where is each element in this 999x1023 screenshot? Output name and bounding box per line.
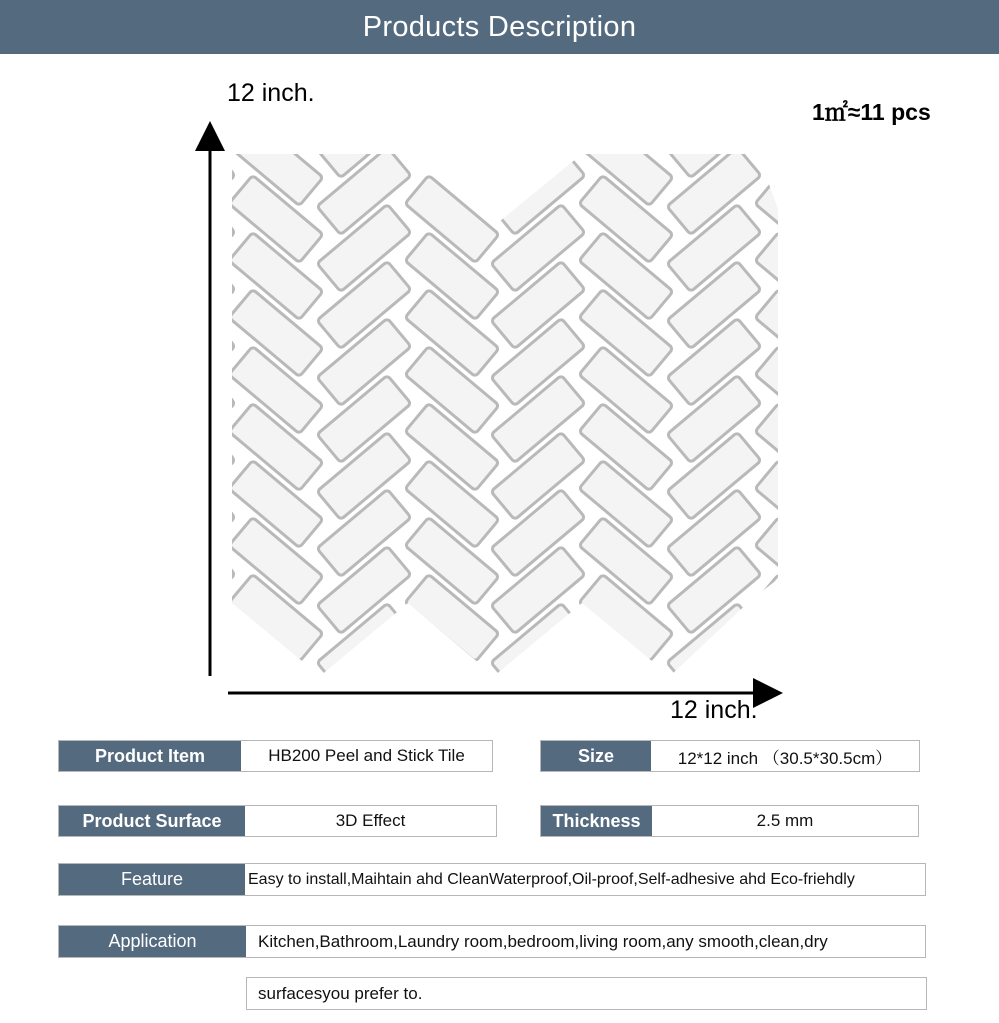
tile-24: [317, 54, 411, 64]
spec-key-product-item: Product Item: [59, 741, 241, 771]
tile-2: [141, 90, 235, 177]
tile-7: [141, 375, 235, 462]
tile-48: [491, 54, 585, 64]
spec-key-size: Size: [541, 741, 651, 771]
spec-value-application-continued: surfacesyou prefer to.: [246, 977, 927, 1010]
tile-diagram-svg: [0, 54, 999, 734]
spec-value-feature: Easy to install,Maihtain ahd CleanWaterproof,Oil-proof,Self-adhesive ahd Eco-friehdly: [245, 864, 925, 895]
spec-row-product-item: [58, 740, 493, 772]
herringbone-tile-pattern: [141, 54, 849, 719]
spec-value-thickness: 2.5 mm: [652, 806, 918, 836]
spec-value-application: Kitchen,Bathroom,Laundry room,bedroom,living room,any smooth,clean,dry: [246, 926, 925, 957]
spec-value-product-surface: 3D Effect: [245, 806, 496, 836]
tile-25: [317, 54, 411, 121]
tile-94: [755, 574, 849, 661]
tile-0: [141, 54, 235, 64]
spec-value-size: 12*12 inch （30.5*30.5cm）: [651, 741, 919, 771]
spec-row-feature: [58, 863, 926, 896]
tile-61: [579, 61, 673, 148]
tile-9: [141, 489, 235, 576]
width-dimension-label: 12 inch.: [670, 696, 758, 724]
spec-key-feature: Feature: [59, 864, 245, 895]
tile-4: [141, 204, 235, 291]
coverage-label: 1㎡≈11 pcs: [812, 99, 931, 125]
tile-73: [667, 54, 761, 121]
height-dimension-label: 12 inch.: [227, 79, 315, 107]
spec-key-application: Application: [59, 926, 246, 957]
tile-3: [141, 147, 235, 234]
page-title: Products Description: [362, 10, 637, 43]
tile-diagram: [0, 54, 999, 734]
spec-key-product-surface: Product Surface: [59, 806, 245, 836]
tile-37: [405, 61, 499, 148]
spec-key-thickness: Thickness: [541, 806, 652, 836]
tile-5: [141, 261, 235, 348]
tile-10: [141, 546, 235, 633]
tile-6: [141, 318, 235, 405]
spec-row-application: [58, 925, 926, 958]
tile-93: [755, 517, 849, 604]
spec-row-size: [540, 740, 920, 772]
header-bar: [0, 0, 999, 54]
tile-72: [667, 54, 761, 64]
spec-row-thickness: [540, 805, 919, 837]
tile-60: [579, 54, 673, 92]
spec-value-product-item: HB200 Peel and Stick Tile: [241, 741, 492, 771]
tile-49: [491, 54, 585, 121]
tile-84: [755, 54, 849, 92]
tile-95: [755, 631, 849, 718]
tile-8: [141, 432, 235, 519]
tile-1: [141, 54, 235, 121]
tile-36: [405, 54, 499, 92]
tile-11: [141, 603, 235, 690]
spec-row-product-surface: [58, 805, 497, 837]
